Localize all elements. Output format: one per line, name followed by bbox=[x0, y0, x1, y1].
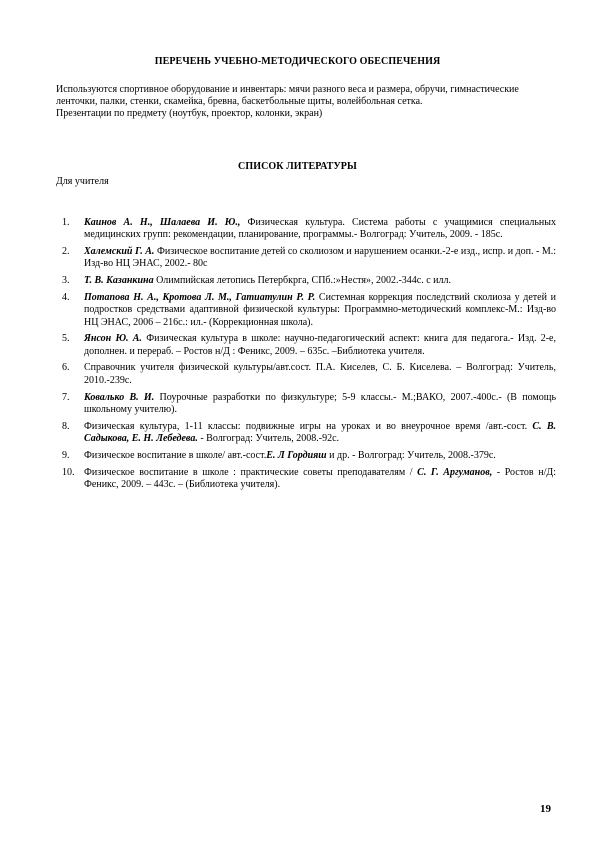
item-author: Янсон Ю. А. bbox=[84, 333, 142, 345]
item-number: 4. bbox=[62, 291, 70, 303]
item-number: 2. bbox=[62, 246, 70, 258]
list-item bbox=[62, 333, 556, 358]
item-text bbox=[84, 421, 556, 446]
item-rest: Системная коррекция последствий сколиоза у детей и подростков средствами адаптивной физической культуры: Программно-методический комплекс-М.: Изд-во НЦ ЭНАС, 2006 – 216с.: ил.- (Коррекционная школа). bbox=[84, 291, 556, 328]
item-number: 6. bbox=[62, 362, 70, 374]
item-rest: Физическая культура в школе: научно-педагогический аспект: книга для педагога.- Изд. 2-е, дополнен. и перераб. – Ростов н/Д : Феникс, 2009. – 635с. –Библиотека учителя. bbox=[84, 333, 556, 357]
list-item bbox=[62, 362, 556, 387]
section-heading: ПЕРЕЧЕНЬ УЧЕБНО-МЕТОДИЧЕСКОГО ОБЕСПЕЧЕНИЯ bbox=[154, 56, 441, 67]
item-text bbox=[84, 217, 556, 242]
equipment-paragraph: Используются спортивное оборудование и инвентарь: мячи разного веса и размера, обручи, гимнастические ленточки, палки, стенки, скамейка, бревна, баскетбольные щиты, волейбольная сетка. bbox=[56, 84, 519, 107]
item-text bbox=[84, 246, 556, 271]
item-rest: Физическая культура. Система работы с учащимися специальных медицинских групп: рекомендации, планирование, программы.- Волгоград: Учитель, 2009. - 185с. bbox=[84, 217, 556, 241]
item-text bbox=[84, 333, 556, 358]
item-author: С. Г. Аргуманов, bbox=[417, 466, 493, 478]
item-number: 1. bbox=[62, 217, 70, 228]
item-author: Халемский Г. А. bbox=[84, 246, 155, 258]
page-number: 19 bbox=[540, 803, 551, 815]
item-rest: - Ростов н/Д: Феникс, 2009. – 443с. – (Библиотека учителя). bbox=[84, 466, 556, 490]
item-text bbox=[84, 292, 556, 329]
literature-heading: СПИСОК ЛИТЕРАТУРЫ bbox=[238, 161, 357, 172]
item-rest: Поурочные разработки по физкультуре; 5-9 классы.- М.;ВАКО, 2007.-400с.- (В помощь школьному учителю). bbox=[84, 391, 556, 415]
list-item bbox=[62, 217, 556, 242]
item-author: Т. В. Казанкина bbox=[84, 275, 154, 287]
presentations-paragraph: Презентации по предмету (ноутбук, проектор, колонки, экран) bbox=[56, 108, 323, 119]
item-pre: Справочник учителя физической культуры/авт.сост. П.А. Киселев, С. Б. Киселева. – Волгоград: Учитель, 2010.-239с. bbox=[84, 362, 556, 386]
list-item bbox=[62, 292, 556, 329]
list-item bbox=[62, 392, 556, 417]
item-pre: Физическая культура, 1-11 классы: подвижные игры на уроках и во внеурочное время /авт.-сост. bbox=[84, 420, 533, 432]
item-author: С. В. Садыкова, Е. Н. Лебедева. bbox=[84, 420, 557, 444]
item-pre: Физическое воспитание в школе : практические советы преподавателям / bbox=[84, 466, 418, 478]
item-text bbox=[84, 450, 556, 462]
for-teacher-label: Для учителя bbox=[56, 176, 109, 187]
item-number: 7. bbox=[62, 391, 70, 403]
item-number: 8. bbox=[62, 420, 70, 432]
item-rest: Физическое воспитание детей со сколиозом и нарушением осанки.-2-е изд., испр. и доп. - М.: Изд-во НЦ ЭНАС, 2002.- 80с bbox=[84, 246, 556, 270]
intro-block bbox=[56, 84, 556, 120]
item-text bbox=[84, 467, 556, 492]
list-item bbox=[62, 450, 556, 462]
item-text bbox=[84, 362, 556, 387]
item-number: 10. bbox=[62, 466, 75, 478]
item-number: 3. bbox=[62, 275, 70, 287]
item-text bbox=[84, 275, 556, 287]
list-item bbox=[62, 275, 556, 287]
item-number: 9. bbox=[62, 449, 70, 461]
item-text bbox=[84, 392, 556, 417]
item-author: Е. Л Гордияш bbox=[266, 449, 327, 461]
item-rest: и др. - Волгоград: Учитель, 2008.-379с. bbox=[326, 449, 496, 461]
item-author: Каинов А. Н., Шалаева И. Ю., bbox=[84, 217, 241, 228]
list-item bbox=[62, 467, 556, 492]
list-item bbox=[62, 421, 556, 446]
item-rest: - Волгоград: Учитель, 2008.-92с. bbox=[197, 432, 340, 444]
item-author: Ковалько В. И. bbox=[84, 391, 155, 403]
item-author: Потапова Н. А., Кротова Л. М., Гатиатулин Р. Р. bbox=[84, 291, 316, 303]
item-number: 5. bbox=[62, 333, 70, 345]
item-pre: Физическое воспитание в школе/ авт.-сост. bbox=[84, 449, 267, 461]
item-rest: Олимпийская летопись Петербкрга, СПб.:»Нестя», 2002.-344с. с илл. bbox=[153, 275, 452, 287]
list-item bbox=[62, 246, 556, 271]
literature-list bbox=[62, 217, 556, 496]
